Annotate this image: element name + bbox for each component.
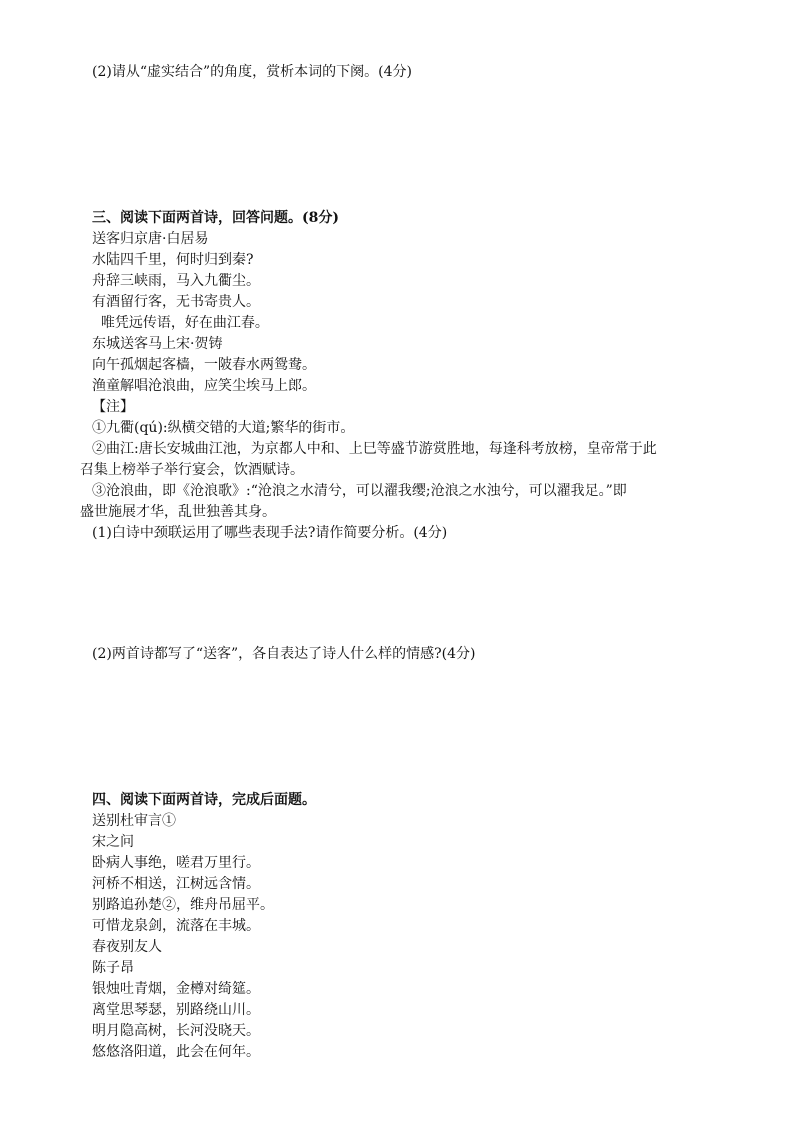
poem-4-title: 春夜别友人: [92, 939, 162, 955]
question-3-1: (1)白诗中颈联运用了哪些表现手法?请作简要分析。(4分): [92, 525, 448, 541]
question-3-2: (2)两首诗都写了“送客”，各自表达了诗人什么样的情感?(4分): [92, 646, 476, 662]
poem-3-line: 河桥不相送，江树远含情。: [92, 876, 260, 892]
poem-3-line: 可惜龙泉剑，流落在丰城。: [92, 918, 260, 934]
section-4: [92, 790, 742, 1063]
poem-1-line: 有酒留行客，无书寄贵人。: [92, 294, 260, 310]
question-2-top: (2)请从“虚实结合”的角度，赏析本词的下阕。(4分): [92, 64, 412, 80]
poem-1-title: 送客归京唐·白居易: [92, 231, 209, 247]
poem-3-line: 别路追孙楚②，维舟吊屈平。: [92, 897, 274, 913]
poem-3-line: 卧病人事绝，嗟君万里行。: [92, 855, 260, 871]
section-3-heading: 三、阅读下面两首诗，回答问题。(8分): [92, 210, 339, 226]
poem-4-line: 明月隐高树，长河没晓天。: [92, 1023, 260, 1039]
poem-4-line: 离堂思琴瑟，别路绕山川。: [92, 1002, 260, 1018]
note-3-line-1: ③沧浪曲，即《沧浪歌》:“沧浪之水清兮，可以濯我缨;沧浪之水浊兮，可以濯我足。”即: [92, 483, 627, 499]
poem-4-line: 悠悠洛阳道，此会在何年。: [92, 1044, 260, 1060]
poem-1-line: 水陆四千里，何时归到秦?: [92, 252, 254, 268]
note-2-line-2: 召集上榜举子举行宴会，饮酒赋诗。: [80, 462, 304, 478]
poem-1-line: 舟辞三峡雨，马入九衢尘。: [92, 273, 260, 289]
note-2-line-1: ②曲江:唐长安城曲江池，为京都人中和、上巳等盛节游赏胜地，每逢科考放榜，皇帝常于此: [92, 441, 657, 457]
poem-2-line: 向午孤烟起客樯，一陂春水两鸳鸯。: [92, 357, 316, 373]
section-3: [80, 208, 742, 544]
poem-3-title: 送别杜审言①: [92, 813, 176, 829]
note-1: ①九衢(qú):纵横交错的大道;繁华的街市。: [92, 420, 355, 436]
poem-4-author: 陈子昂: [92, 960, 134, 976]
notes-label: 【注】: [92, 399, 134, 415]
poem-1-line: 唯凭远传语，好在曲江春。: [92, 315, 269, 331]
poem-3-author: 宋之问: [92, 834, 134, 850]
poem-2-title: 东城送客马上宋·贺铸: [92, 336, 223, 352]
poem-2-line: 渔童解唱沧浪曲，应笑尘埃马上郎。: [92, 378, 316, 394]
poem-4-line: 银烛吐青烟，金樽对绮筵。: [92, 981, 260, 997]
note-3-line-2: 盛世施展才华，乱世独善其身。: [80, 504, 276, 520]
section-4-heading: 四、阅读下面两首诗，完成后面题。: [92, 792, 316, 808]
